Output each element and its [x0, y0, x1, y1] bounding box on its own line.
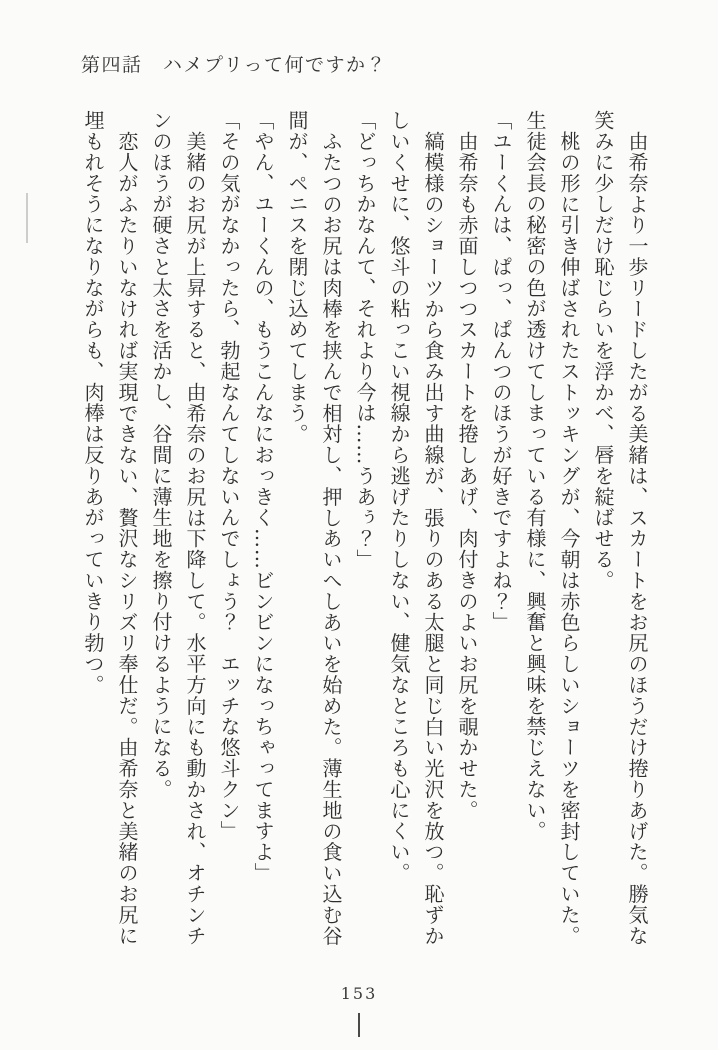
- body-text: [76, 110, 654, 970]
- text-column: ンのほうが硬さと太さを活かし、谷間に薄生地を擦り付けるようになる。: [149, 110, 173, 800]
- text-column: ふたつのお尻は肉棒を挟んで相対し、押しあいへしあいを始めた。薄生地の食い込む谷: [319, 131, 343, 947]
- text-column: 「ユーくんは、ぱっ、ぱんつのほうが好きですよね？」: [489, 110, 513, 633]
- text-column: 埋もれそうになりながらも、肉棒は反りあがっていきり勃つ。: [81, 110, 105, 696]
- chapter-header: 第四話 ハメプリって何ですか？: [81, 54, 387, 76]
- text-column: 由希奈より一歩リードしたがる美緒は、スカートをお尻のほうだけ捲りあげた。勝気な: [625, 131, 649, 947]
- text-column: 美緒のお尻が上昇すると、由希奈のお尻は下降して。水平方向にも動かされ、オチンチ: [183, 131, 207, 947]
- text-column: 笑みに少しだけ恥じらいを浮かべ、唇を綻ばせる。: [591, 110, 615, 591]
- text-column: 「その気がなかったら、勃起なんてしないんでしょう？ エッチな悠斗クン」: [217, 110, 241, 842]
- text-column: 生徒会長の秘密の色が透けてしまっている有様に、興奮と興味を禁じえない。: [523, 110, 547, 842]
- text-column: 間が、ペニスを閉じ込めてしまう。: [285, 110, 309, 445]
- text-column: 縞模様のショーツから食み出す曲線が、張りのある太腿と同じ白い光沢を放つ。恥ずか: [421, 131, 445, 947]
- text-column: 恋人がふたりいなければ実現できない、贅沢なシリズリ奉仕だ。由希奈と美緒のお尻に: [115, 131, 139, 947]
- footer-ornament: [358, 1013, 360, 1037]
- text-column: しいくせに、悠斗の粘っこい視線から逃げたりしない、健気なところも心にくい。: [387, 110, 411, 884]
- page-number: 153: [340, 984, 378, 1003]
- margin-artifact: [26, 193, 28, 243]
- text-column: 由希奈も赤面しつつスカートを捲しあげ、肉付きのよいお尻を覗かせた。: [455, 131, 479, 821]
- text-column: 「やん、ユーくんの、もうこんなにおっきく……ビンビンになっちゃってますよ」: [251, 110, 275, 884]
- text-column: 「どっちかなんて、それより今は……うあぅ？」: [353, 110, 377, 570]
- text-column: 桃の形に引き伸ばされたストッキングが、今朝は赤色らしいショーツを密封していた。: [557, 131, 581, 947]
